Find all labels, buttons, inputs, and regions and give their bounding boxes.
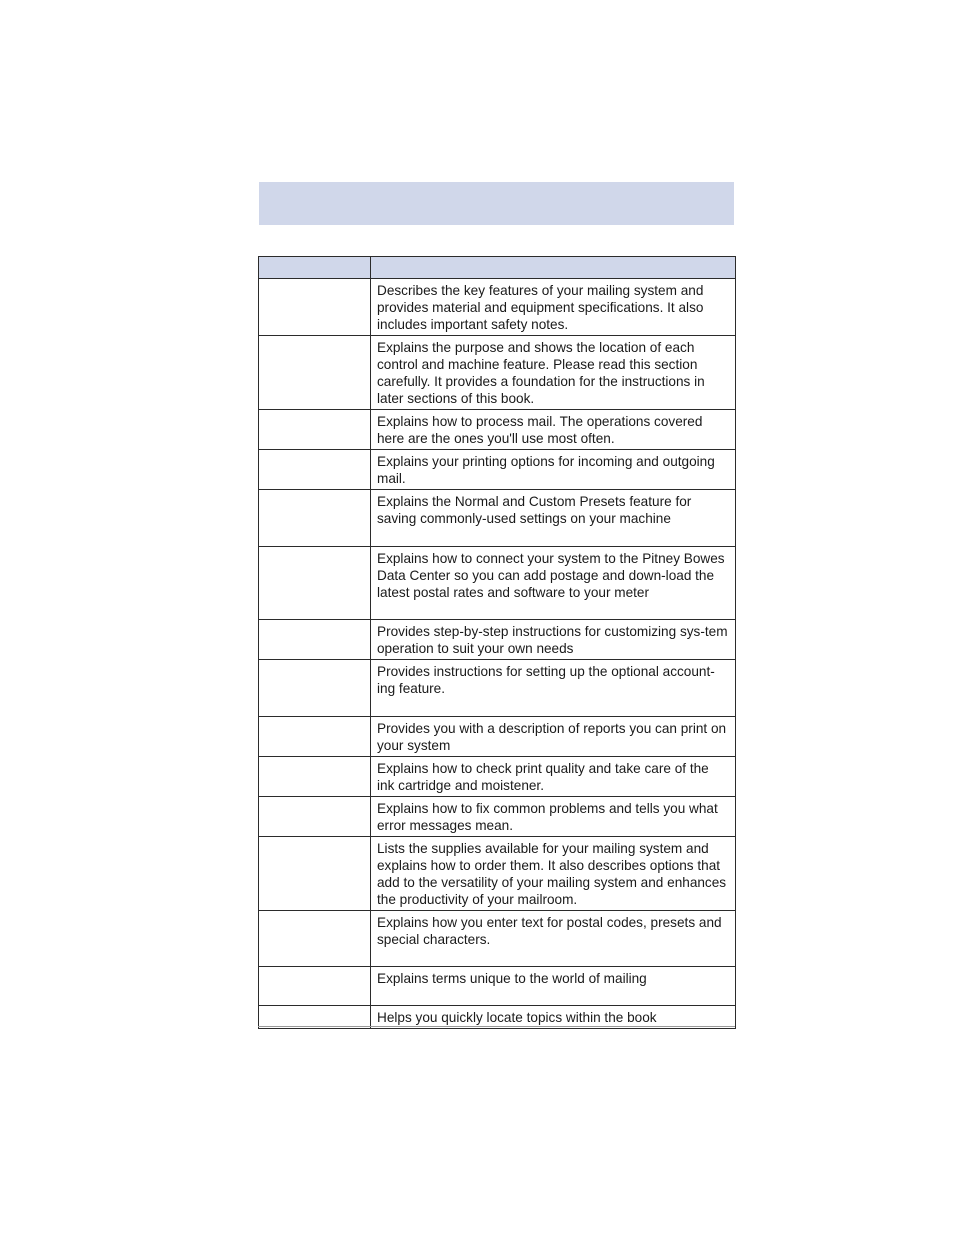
section-title-band: [259, 182, 734, 225]
table-row: [259, 911, 736, 967]
table-row: [259, 757, 736, 797]
bottom-rule: [258, 1026, 735, 1027]
table-row: [259, 717, 736, 757]
section-description: Provides instructions for setting up the optional account-ing feature.: [371, 660, 736, 717]
table-row: [259, 620, 736, 660]
contents-table: [258, 256, 736, 1029]
section-name-cell: [259, 450, 371, 490]
section-name-cell: [259, 410, 371, 450]
header-description-cell: [371, 257, 736, 279]
section-description: Explains the purpose and shows the location of each control and machine feature. Please read this section carefully. It provides a foundation for the instructions in later sections of this book.: [371, 336, 736, 410]
section-name-cell: [259, 717, 371, 757]
table-row: [259, 490, 736, 547]
table-row: [259, 450, 736, 490]
section-description: Explains how to process mail. The operations covered here are the ones you'll use most often.: [371, 410, 736, 450]
section-name-cell: [259, 620, 371, 660]
section-name-cell: [259, 837, 371, 911]
section-description: Provides you with a description of reports you can print on your system: [371, 717, 736, 757]
table-header-row: [259, 257, 736, 279]
section-description: Explains how to fix common problems and tells you what error messages mean.: [371, 797, 736, 837]
section-name-cell: [259, 797, 371, 837]
section-description: Explains how to check print quality and take care of the ink cartridge and moistener.: [371, 757, 736, 797]
section-description: Describes the key features of your mailing system and provides material and equipment specifications. It also includes important safety notes.: [371, 279, 736, 336]
table-row: [259, 547, 736, 620]
table-row: [259, 660, 736, 717]
table-row: [259, 336, 736, 410]
section-name-cell: [259, 757, 371, 797]
section-description: Explains your printing options for incoming and outgoing mail.: [371, 450, 736, 490]
table-row: [259, 410, 736, 450]
table-row: [259, 967, 736, 1006]
section-name-cell: [259, 279, 371, 336]
section-name-cell: [259, 336, 371, 410]
section-name-cell: [259, 660, 371, 717]
section-description: Explains how to connect your system to the Pitney Bowes Data Center so you can add postage and down-load the latest postal rates and software to your meter: [371, 547, 736, 620]
table-row: [259, 797, 736, 837]
section-name-cell: [259, 547, 371, 620]
section-description: Helps you quickly locate topics within the book: [371, 1006, 736, 1029]
section-name-cell: [259, 911, 371, 967]
section-description: Lists the supplies available for your mailing system and explains how to order them. It also describes options that add to the versatility of your mailing system and enhances the productivity of your mailroom.: [371, 837, 736, 911]
section-description: Explains the Normal and Custom Presets feature for saving commonly-used settings on your machine: [371, 490, 736, 547]
header-section-cell: [259, 257, 371, 279]
table-body: [259, 279, 736, 1029]
section-name-cell: [259, 967, 371, 1006]
section-name-cell: [259, 490, 371, 547]
table-row: [259, 837, 736, 911]
section-description: Provides step-by-step instructions for customizing sys-tem operation to suit your own needs: [371, 620, 736, 660]
table-row: [259, 279, 736, 336]
section-description: Explains how you enter text for postal codes, presets and special characters.: [371, 911, 736, 967]
section-description: Explains terms unique to the world of mailing: [371, 967, 736, 1006]
